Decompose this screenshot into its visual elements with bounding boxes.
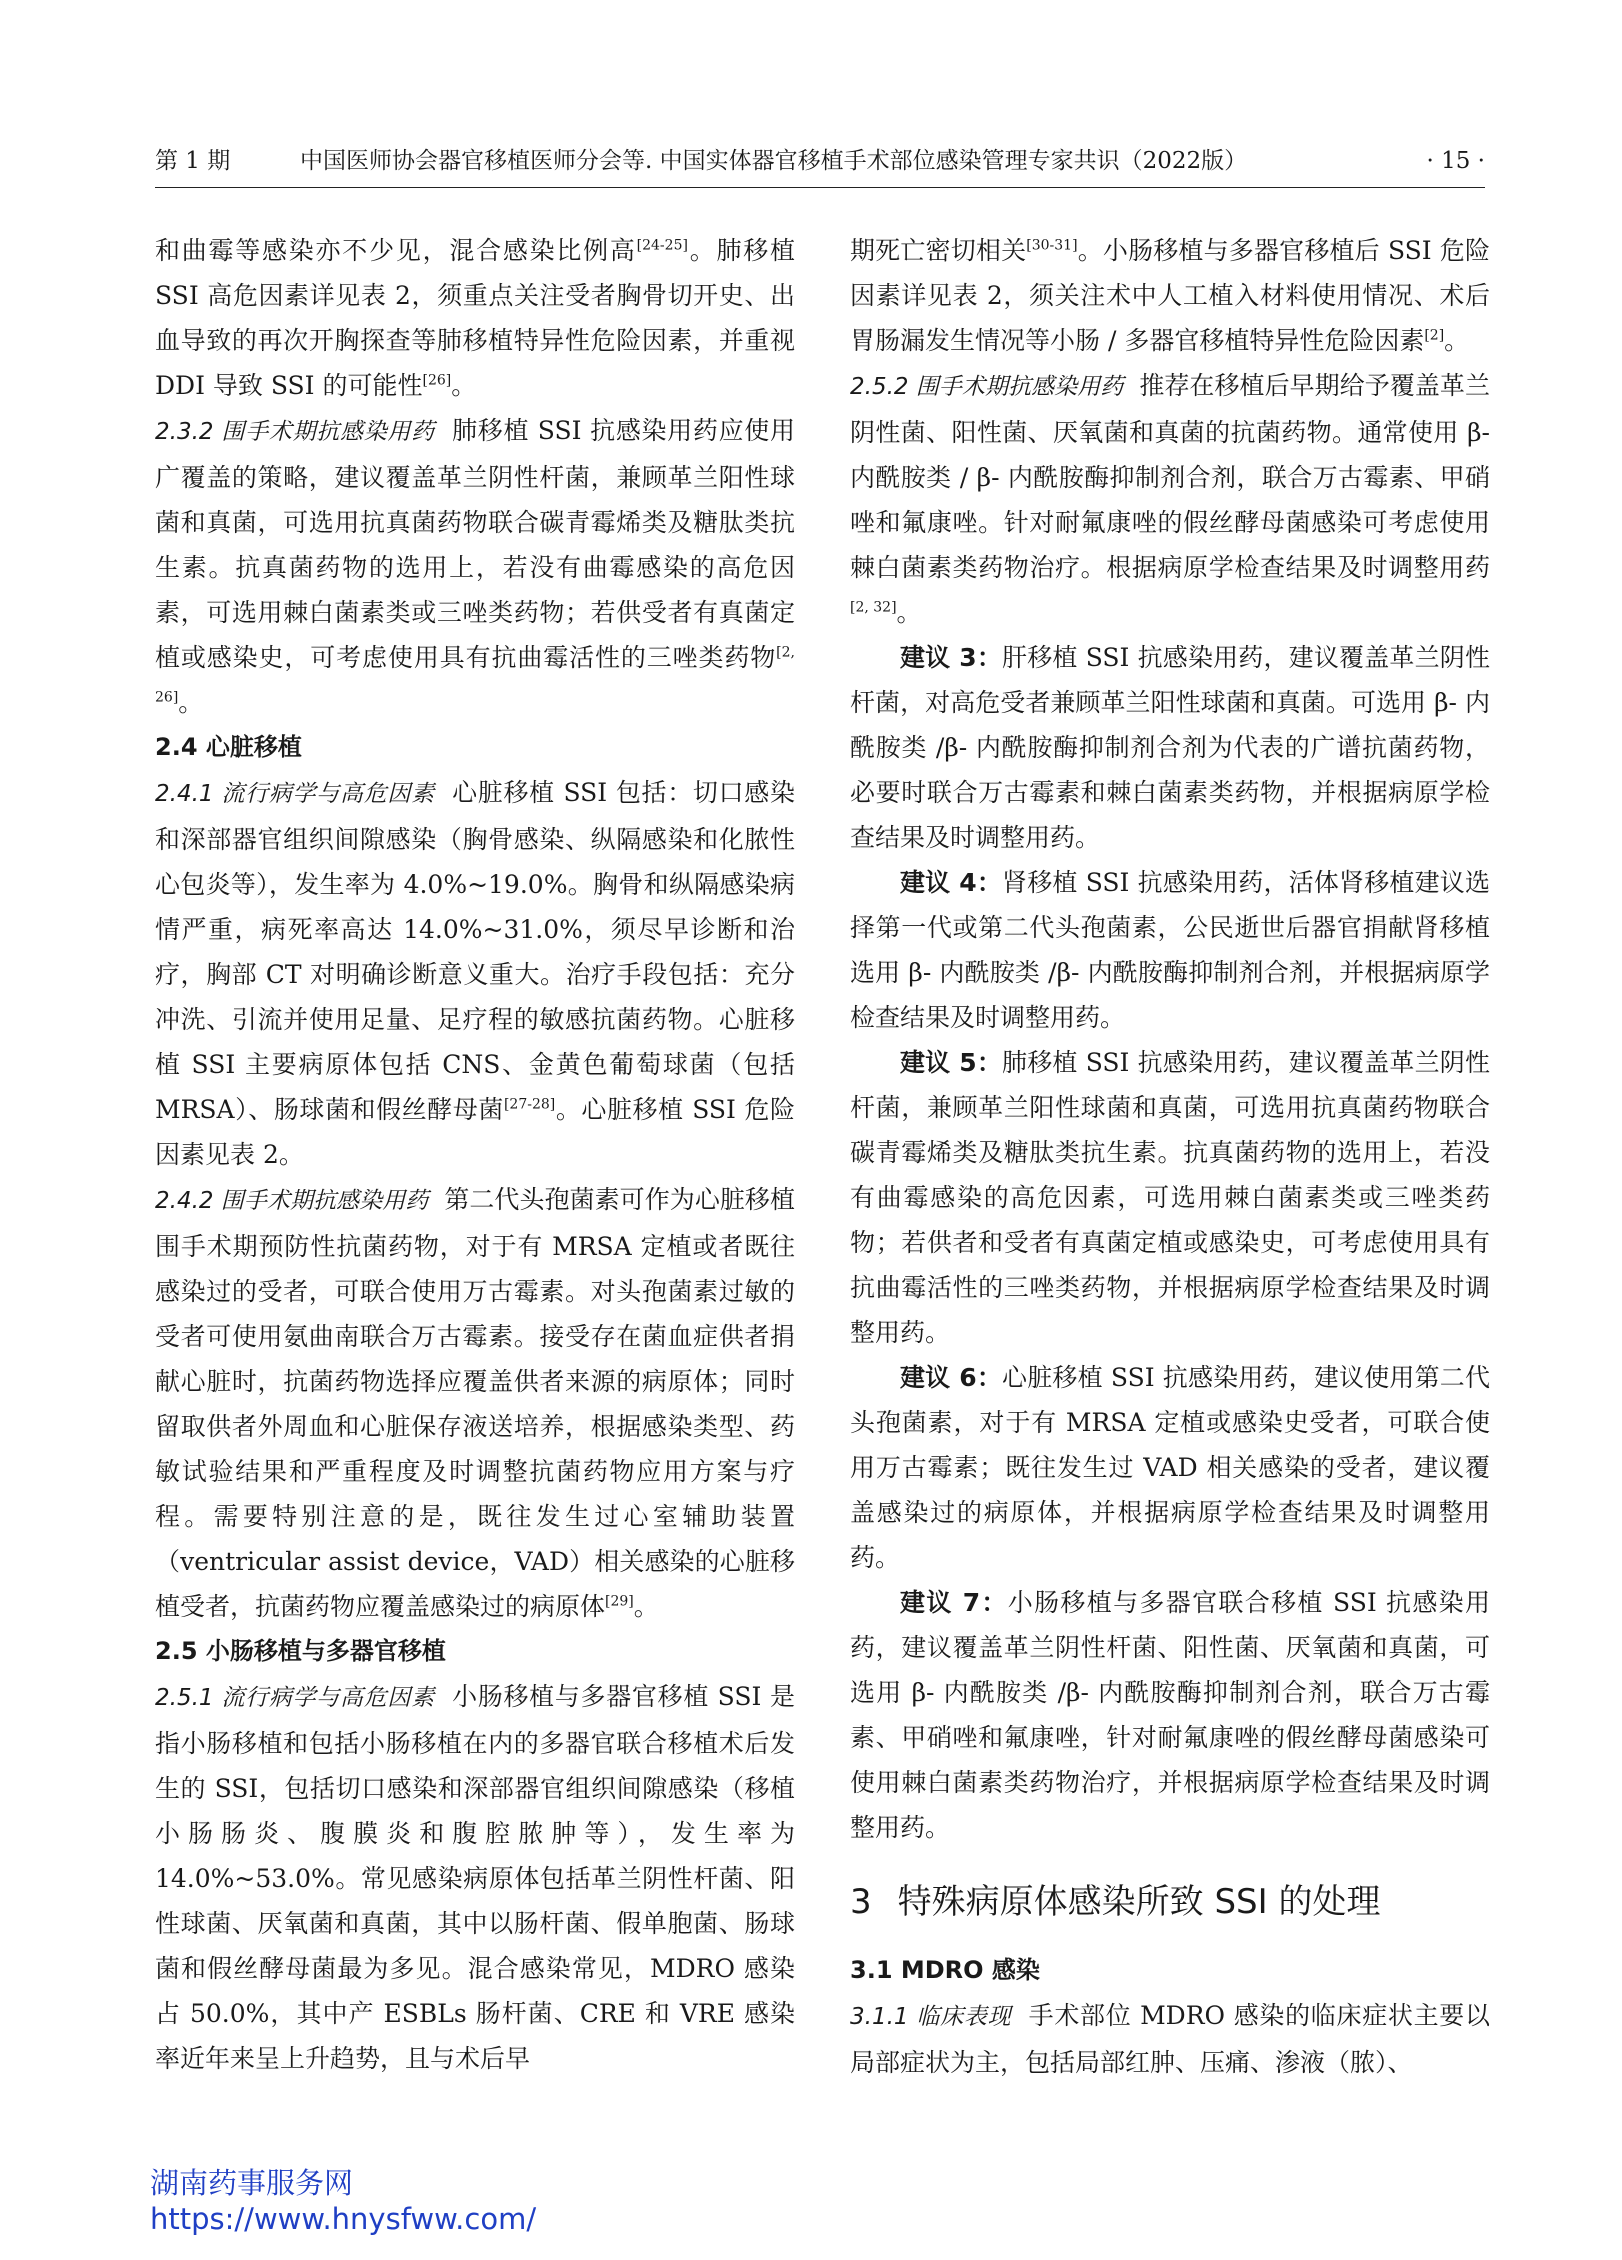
subsection-heading: 2.5.2 围手术期抗感染用药 xyxy=(850,374,1124,400)
recommendation-4: 建议 4：肾移植 SSI 抗感染用药，活体肾移植建议选择第一代或第二代头孢菌素，公民逝世后器官捐献肾移植选用 β- 内酰胺类 /β- 内酰胺酶抑制剂合剂，并根据病原学检查结果及时调整用药。 xyxy=(850,868,1490,1032)
left-column xyxy=(155,228,795,2081)
citation[interactable]: [2, 26] xyxy=(155,644,795,706)
journal-header-title: 中国医师协会器官移植医师分会等. 中国实体器官移植手术部位感染管理专家共识（2022版） xyxy=(300,148,1248,174)
subsection-heading: 2.4.1 流行病学与高危因素 xyxy=(155,781,435,807)
section-heading-2-4: 2.4 心脏移植 xyxy=(155,733,302,761)
section-2-5-2: 2.5.2 围手术期抗感染用药 推荐在移植后早期给予覆盖革兰阴性菌、阳性菌、厌氧菌和真菌的抗菌药物。通常使用 β- 内酰胺类 / β- 内酰胺酶抑制剂合剂，联合万古霉素、甲硝唑和氟康唑。针对耐氟康唑的假丝酵母菌感染可考虑使用棘白菌素类药物治疗。根据病原学检查结果及时调整用药[2, 32]。 xyxy=(850,371,1490,627)
citation[interactable]: [30-31] xyxy=(1026,237,1078,254)
citation[interactable]: [2] xyxy=(1424,327,1445,344)
subsection-heading: 2.3.2 围手术期抗感染用药 xyxy=(155,419,435,445)
recommendation-label: 建议 7： xyxy=(900,1588,1008,1617)
section-title: 特殊病原体感染所致 SSI 的处理 xyxy=(897,1882,1381,1922)
recommendation-label: 建议 4： xyxy=(900,868,1003,897)
citation[interactable]: [24-25] xyxy=(636,237,688,254)
citation[interactable]: [26] xyxy=(422,372,452,389)
section-2-4-2: 2.4.2 围手术期抗感染用药 第二代头孢菌素可作为心脏移植围手术期预防性抗菌药物，对于有 MRSA 定植或者既往感染过的受者，可联合使用万古霉素。对头孢菌素过敏的受者可使用氨曲南联合万古霉素。接受存在菌血症供者捐献心脏时，抗菌药物选择应覆盖供者来源的病原体；同时留取供者外周血和心脏保存液送培养，根据感染类型、药敏试验结果和严重程度及时调整抗菌药物应用方案与疗程。需要特别注意的是，既往发生过心室辅助装置（ventricular assist device，VAD）相关感染的心脏移植受者，抗菌药物应覆盖感染过的病原体[29]。 xyxy=(155,1185,795,1621)
recommendation-6: 建议 6：心脏移植 SSI 抗感染用药，建议使用第二代头孢菌素，对于有 MRSA 定植或感染史受者，可联合使用万古霉素；既往发生过 VAD 相关感染的受者，建议覆盖感染过的病原体，并根据病原学检查结果及时调整用药。 xyxy=(850,1363,1490,1572)
subsection-heading: 2.5.1 流行病学与高危因素 xyxy=(155,1685,435,1711)
recommendation-3: 建议 3：肝移植 SSI 抗感染用药，建议覆盖革兰阴性杆菌，对高危受者兼顾革兰阳性球菌和真菌。可选用 β- 内酰胺类 /β- 内酰胺酶抑制剂合剂为代表的广谱抗菌药物，必要时联合万古霉素和棘白菌素类药物，并根据病原学检查结果及时调整用药。 xyxy=(850,643,1490,852)
watermark-footer xyxy=(150,2165,536,2237)
recommendation-5: 建议 5：肺移植 SSI 抗感染用药，建议覆盖革兰阴性杆菌，兼顾革兰阳性球菌和真菌，可选用抗真菌药物联合碳青霉烯类及糖肽类抗生素。抗真菌药物的选用上，若没有曲霉感染的高危因素，可选用棘白菌素类或三唑类药物；若供者和受者有真菌定植或感染史，可考虑使用具有抗曲霉活性的三唑类药物，并根据病原学检查结果及时调整用药。 xyxy=(850,1048,1490,1347)
recommendation-label: 建议 6： xyxy=(900,1363,1003,1392)
section-number: 3 xyxy=(850,1882,872,1922)
section-heading-3 xyxy=(850,1872,1490,1932)
section-heading-2-5: 2.5 小肠移植与多器官移植 xyxy=(155,1637,446,1665)
paragraph: 和曲霉等感染亦不少见，混合感染比例高[24-25]。肺移植 SSI 高危因素详见表 2，须重点关注受者胸骨切开史、出血导致的再次开胸探查等肺移植特异性危险因素，并重视 DDI 导致 SSI 的可能性[26]。 xyxy=(155,236,795,400)
section-3-1-1: 3.1.1 临床表现 手术部位 MDRO 感染的临床症状主要以局部症状为主，包括局部红肿、压痛、渗液（脓）、 xyxy=(850,2001,1490,2077)
recommendation-7: 建议 7：小肠移植与多器官联合移植 SSI 抗感染用药，建议覆盖革兰阴性杆菌、阳性菌、厌氧菌和真菌，可选用 β- 内酰胺类 /β- 内酰胺酶抑制剂合剂，联合万古霉素、甲硝唑和氟康唑，针对耐氟康唑的假丝酵母菌感染可使用棘白菌素类药物治疗，并根据病原学检查结果及时调整用药。 xyxy=(850,1588,1490,1842)
header-rule xyxy=(155,187,1485,188)
page-number: · 15 · xyxy=(1426,148,1485,174)
citation[interactable]: [29] xyxy=(605,1593,634,1610)
running-header xyxy=(155,143,1485,179)
section-2-3-2: 2.3.2 围手术期抗感染用药 肺移植 SSI 抗感染用药应使用广覆盖的策略，建议覆盖革兰阴性杆菌，兼顾革兰阳性球菌和真菌，可选用抗真菌药物联合碳青霉烯类及糖肽类抗生素。抗真菌药物的选用上，若没有曲霉感染的高危因素，可选用棘白菌素类或三唑类药物；若供受者有真菌定植或感染史，可考虑使用具有抗曲霉活性的三唑类药物[2, 26]。 xyxy=(155,416,795,717)
section-2-5-1: 2.5.1 流行病学与高危因素 小肠移植与多器官移植 SSI 是指小肠移植和包括小肠移植在内的多器官联合移植术后发生的 SSI，包括切口感染和深部器官组织间隙感染（移植小肠肠炎、腹膜炎和腹腔脓肿等），发生率为 14.0%~53.0%。常见感染病原体包括革兰阴性杆菌、阳性球菌、厌氧菌和真菌，其中以肠杆菌、假单胞菌、肠球菌和假丝酵母菌最为多见。混合感染常见，MDRO 感染占 50.0%，其中产 ESBLs 肠杆菌、CRE 和 VRE 感染率近年来呈上升趋势，且与术后早 xyxy=(155,1682,795,2073)
citation[interactable]: [27-28] xyxy=(503,1096,556,1113)
paragraph: 期死亡密切相关[30-31]。小肠移植与多器官移植后 SSI 危险因素详见表 2，须关注术中人工植入材料使用情况、术后胃肠漏发生情况等小肠 / 多器官移植特异性危险因素[2]。 xyxy=(850,236,1490,355)
section-2-4-1: 2.4.1 流行病学与高危因素 心脏移植 SSI 包括：切口感染和深部器官组织间隙感染（胸骨感染、纵隔感染和化脓性心包炎等），发生率为 4.0%~19.0%。胸骨和纵隔感染病情严重，病死率高达 14.0%~31.0%，须尽早诊断和治疗，胸部 CT 对明确诊断意义重大。治疗手段包括：充分冲洗、引流并使用足量、足疗程的敏感抗菌药物。心脏移植 SSI 主要病原体包括 CNS、金黄色葡萄球菌（包括 MRSA）、肠球菌和假丝酵母菌[27-28]。心脏移植 SSI 危险因素见表 2。 xyxy=(155,778,795,1169)
recommendation-label: 建议 5： xyxy=(900,1048,1003,1077)
site-name: 湖南药事服务网 xyxy=(150,2166,354,2200)
site-url[interactable]: https://www.hnysfww.com/ xyxy=(150,2202,537,2236)
section-heading-3-1: 3.1 MDRO 感染 xyxy=(850,1956,1040,1984)
citation[interactable]: [2, 32] xyxy=(850,599,897,616)
issue-number: 第 1 期 xyxy=(155,148,231,174)
recommendation-label: 建议 3： xyxy=(900,643,1003,672)
right-column xyxy=(850,228,1490,2085)
subsection-heading: 2.4.2 围手术期抗感染用药 xyxy=(155,1188,429,1214)
subsection-heading: 3.1.1 临床表现 xyxy=(850,2004,1012,2030)
